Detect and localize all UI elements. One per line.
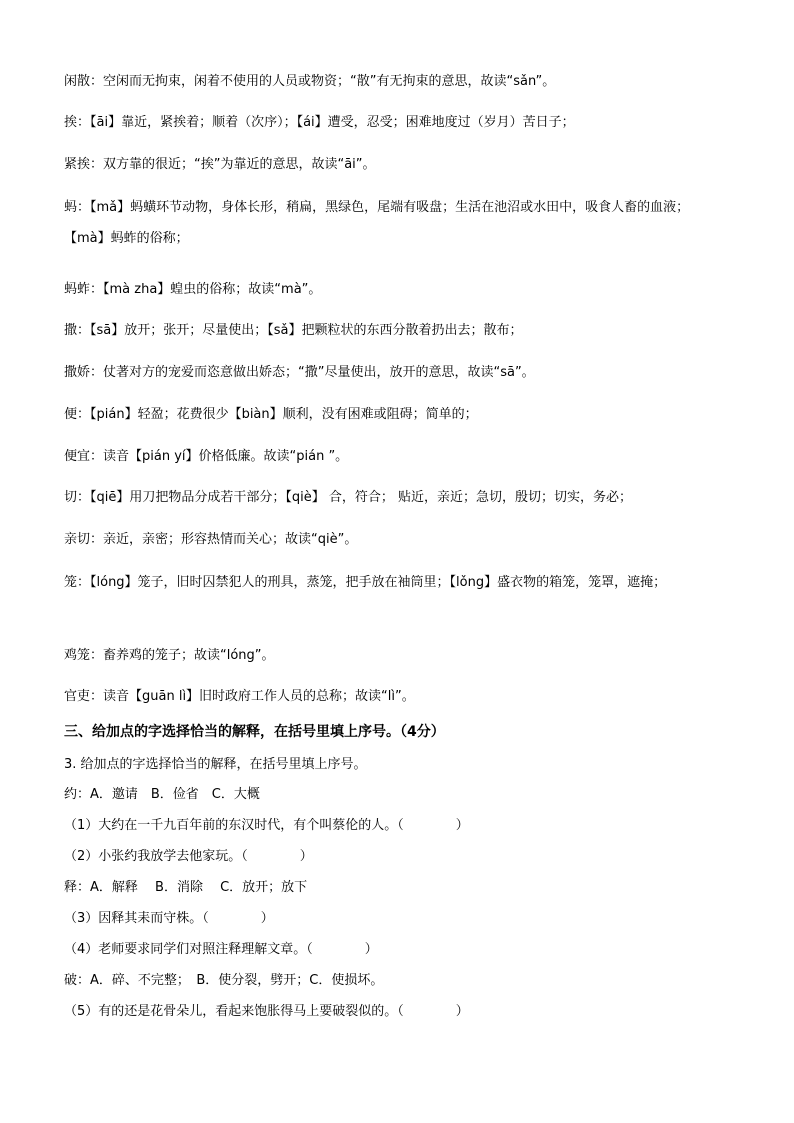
options-yue: 约：A．邀请 B．俭省 C．大概: [64, 787, 260, 802]
vocab-entry-ai: 挨：【āi】靠近，紧挨着；顺着（次序）；【ái】遭受，忍受；困难地度过（岁月）苦日子；: [64, 115, 575, 130]
vocab-entry-guanli: 官吏：读音【guān lì】旧时政府工作人员的总称；故读“lì”。: [64, 689, 415, 704]
vocab-entry-sa: 撒：【sā】放开；张开；尽量使出；【sǎ】把颗粒状的东西分散着扔出去；散布；: [64, 323, 523, 338]
vocab-entry-sajiao: 撒娇：仗著对方的宠爱而恣意做出娇态；“撒”尽量使出，放开的意思，故读“sā”。: [64, 365, 535, 380]
question-2: （2）小张约我放学去他家玩。（ ）: [64, 849, 313, 864]
vocab-entry-jilong: 鸡笼：畜养鸡的笼子；故读“lóng”。: [64, 648, 275, 663]
vocab-entry-mazha: 蚂蚱：【mà zha】蝗虫的俗称；故读“mà”。: [64, 282, 322, 297]
options-po: 破：A．碎、不完整； B．使分裂，劈开；C．使损坏。: [64, 973, 384, 988]
vocab-entry-pianyi: 便宜：读音【pián yí】价格低廉。故读“pián ”。: [64, 449, 349, 464]
vocab-entry-bian: 便：【pián】轻盈；花费很少【biàn】顺利，没有困难或阻碍；简单的；: [64, 407, 478, 422]
vocab-entry-qie: 切：【qiē】用刀把物品分成若干部分；【qiè】 合，符合； 贴近，亲近；急切，殷切；切实，务必；: [64, 490, 632, 505]
vocab-entry-ma: 蚂：【mǎ】蚂蟥环节动物，身体长形，稍扁，黑绿色，尾端有吸盘；生活在池沼或水田中，吸食人畜的血液；【mà】蚂蚱的俗称；: [64, 200, 690, 246]
vocab-entry-long: 笼：【lóng】笼子，旧时囚禁犯人的刑具，蒸笼，把手放在袖筒里；【lǒng】盛衣物的箱笼，笼罩，遮掩；: [64, 575, 667, 590]
question-instruction: 3. 给加点的字选择恰当的解释，在括号里填上序号。: [64, 757, 367, 772]
question-1: （1）大约在一千九百年前的东汉时代，有个叫蔡伦的人。（ ）: [64, 818, 469, 833]
question-4: （4）老师要求同学们对照注释理解文章。（ ）: [64, 942, 378, 957]
question-3: （3）因释其耒而守株。（ ）: [64, 911, 274, 926]
section-heading: 三、给加点的字选择恰当的解释，在括号里填上序号。（4分）: [64, 724, 445, 740]
vocab-entry-qinqie: 亲切：亲近，亲密；形容热情而关心；故读“qiè”。: [64, 532, 358, 547]
vocab-entry-xiansan: 闲散：空闲而无拘束，闲着不使用的人员或物资；“散”有无拘束的意思，故读“sǎn”。: [64, 74, 556, 89]
options-shi: 释：A．解释 B．消除 C．放开；放下: [64, 880, 308, 895]
vocab-entry-jinai: 紧挨：双方靠的很近；“挨”为靠近的意思，故读“āi”。: [64, 157, 376, 172]
question-5: （5）有的还是花骨朵儿，看起来饱胀得马上要破裂似的。（ ）: [64, 1004, 469, 1019]
